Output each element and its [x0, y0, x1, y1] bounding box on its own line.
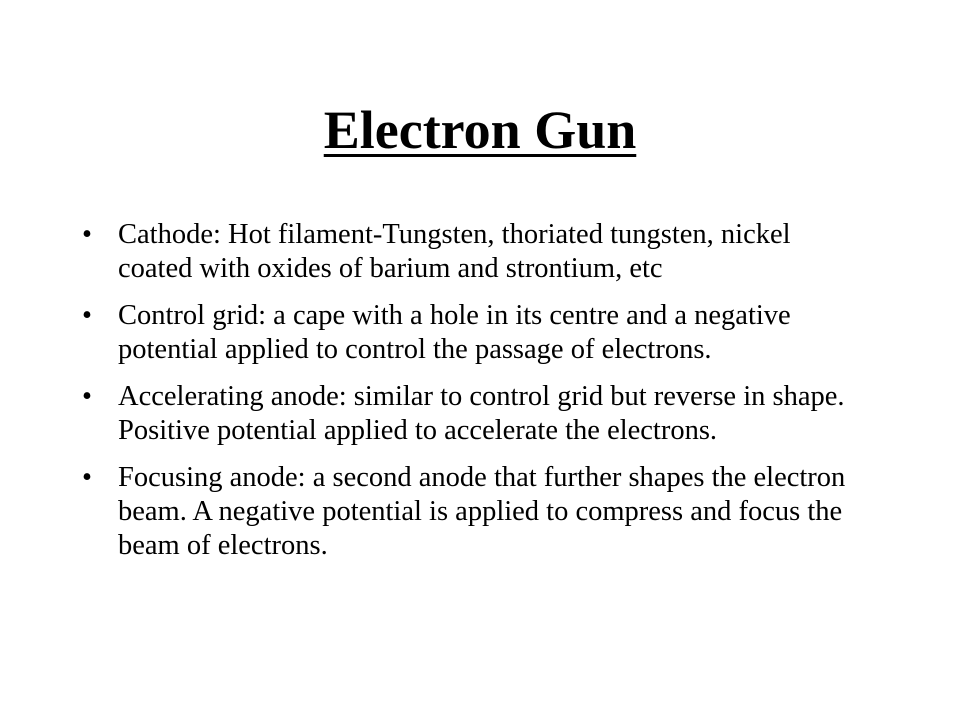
slide-title-text: Electron Gun [323, 100, 637, 160]
bullet-marker-icon: • [82, 381, 92, 412]
bullet-marker-icon: • [82, 219, 92, 250]
slide-title [0, 98, 960, 162]
bullet-marker-icon: • [82, 300, 92, 331]
bullet-text: Accelerating anode: similar to control grid but reverse in shape. Positive potential applied to accelerate the electrons. [118, 381, 845, 446]
bullet-item-focusing-anode [80, 461, 870, 563]
bullet-text: Cathode: Hot filament-Tungsten, thoriated tungsten, nickel coated with oxides of barium and strontium, etc [118, 219, 791, 284]
bullet-item-control-grid [80, 299, 870, 367]
bullet-text: Focusing anode: a second anode that further shapes the electron beam. A negative potential is applied to compress and focus the beam of electrons. [118, 462, 846, 561]
bullet-item-accelerating-anode [80, 380, 870, 448]
bullet-text: Control grid: a cape with a hole in its centre and a negative potential applied to control the passage of electrons. [118, 300, 791, 365]
bullet-item-cathode [80, 218, 870, 286]
bullet-list [80, 218, 870, 576]
bullet-marker-icon: • [82, 462, 92, 493]
